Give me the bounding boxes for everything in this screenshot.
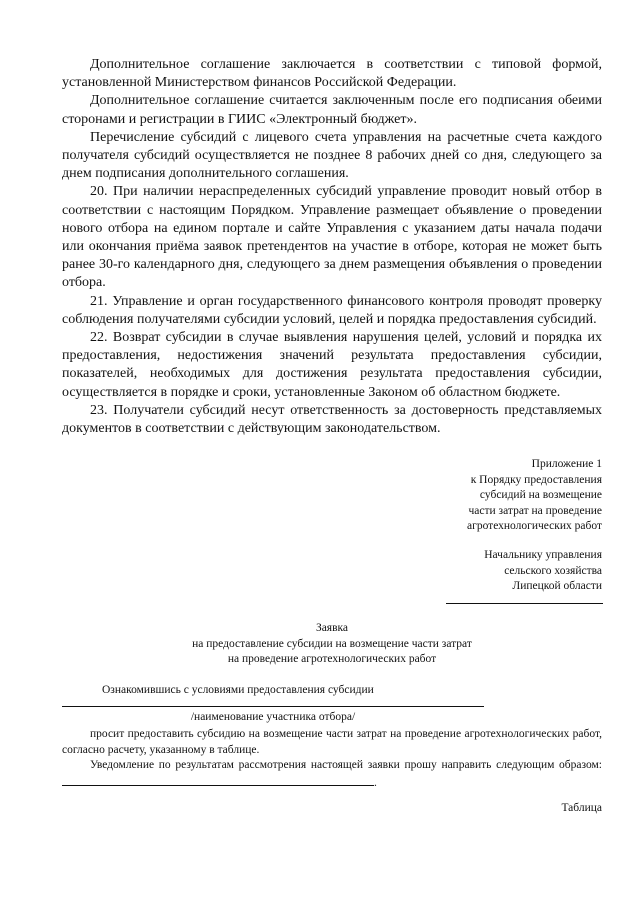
notify-text: Уведомление по результатам рассмотрения настоящей заявки прошу направить следующим образом: [90, 759, 602, 771]
appendix-line: агротехнологических работ [467, 520, 602, 532]
appendix-line: Приложение 1 [531, 458, 602, 470]
addressee-line: Начальнику управления [484, 549, 602, 561]
request-subtitle: на предоставление субсидии на возмещение части затрат [192, 637, 472, 650]
notification-request [62, 758, 602, 791]
addressee-block [342, 548, 602, 595]
acquainted-text: Ознакомившись с условиями предоставления субсидии [102, 684, 374, 696]
sender-signature-line [446, 603, 603, 604]
request-title-block [62, 621, 602, 668]
participant-name-line [62, 706, 484, 707]
notify-paragraph [62, 758, 602, 791]
request-subtitle: на проведение агротехнологических работ [227, 653, 437, 665]
paragraph-supplementary-agreement-form: Дополнительное соглашение заключается в соответствии с типовой формой, установленной Министерством финансов Российской Федерации. [62, 57, 602, 91]
addressee-line: Липецкой области [512, 580, 602, 592]
paragraph-subsidy-transfer: Перечисление субсидий с лицевого счета управления на расчетные счета каждого получателя субсидий осуществляется не позднее 8 рабочих дней со дня, следующего за днем подписания дополнительного соглашения. [62, 129, 602, 182]
appendix-line: к Порядку предоставления [470, 473, 602, 486]
appendix-line: части затрат на проведение [468, 504, 602, 517]
appendix-header [342, 457, 602, 535]
paragraph-23: 23. Получатели субсидий несут ответственность за достоверность представляемых документов в соответствии с действующим законодательством. [62, 402, 602, 437]
addressee-line: сельского хозяйства [504, 564, 602, 577]
notification-method-blank [62, 774, 374, 786]
request-title: Заявка [315, 622, 349, 634]
paragraph-20: 20. При наличии нераспределенных субсидий управление проводит новый отбор в соответствии с настоящим Порядком. Управление размещает объявление о проведении нового отбора на едином портале и сайте Управления с указанием даты начала подачи или окончания приёма заявок претендентов на участие в отборе, которая не может быть ранее 30-го календарного дня, следующего за днем размещения объявления о проведении отбора. [62, 184, 602, 291]
paragraph-22: 22. Возврат субсидии в случае выявления нарушения целей, условий и порядка их предоставления, недостижения значений результата предоставления субсидии, показателей, необходимых для достижения результата предоставления субсидии, осуществляется в порядке и сроки, установленные Законом об областном бюджете. [62, 330, 602, 400]
paragraph-agreement-concluded: Дополнительное соглашение считается заключенным после его подписания обеими сторонами и регистрации в ГИИС «Электронный бюджет». [62, 93, 602, 127]
paragraph-21: 21. Управление и орган государственного финансового контроля проводят проверку соблюдения получателями субсидии условий, целей и порядка предоставления субсидий. [62, 293, 602, 327]
notify-end: . [374, 776, 377, 789]
table-caption: Таблица [561, 802, 602, 814]
participant-name-caption: /наименование участника отбора/ [190, 711, 356, 723]
document-body [62, 56, 602, 438]
request-asks [62, 727, 602, 758]
asks-paragraph: просит предоставить субсидию на возмещение части затрат на проведение агротехнологических работ, согласно расчету, указанному в таблице. [62, 728, 602, 756]
appendix-line: субсидий на возмещение [479, 489, 602, 501]
